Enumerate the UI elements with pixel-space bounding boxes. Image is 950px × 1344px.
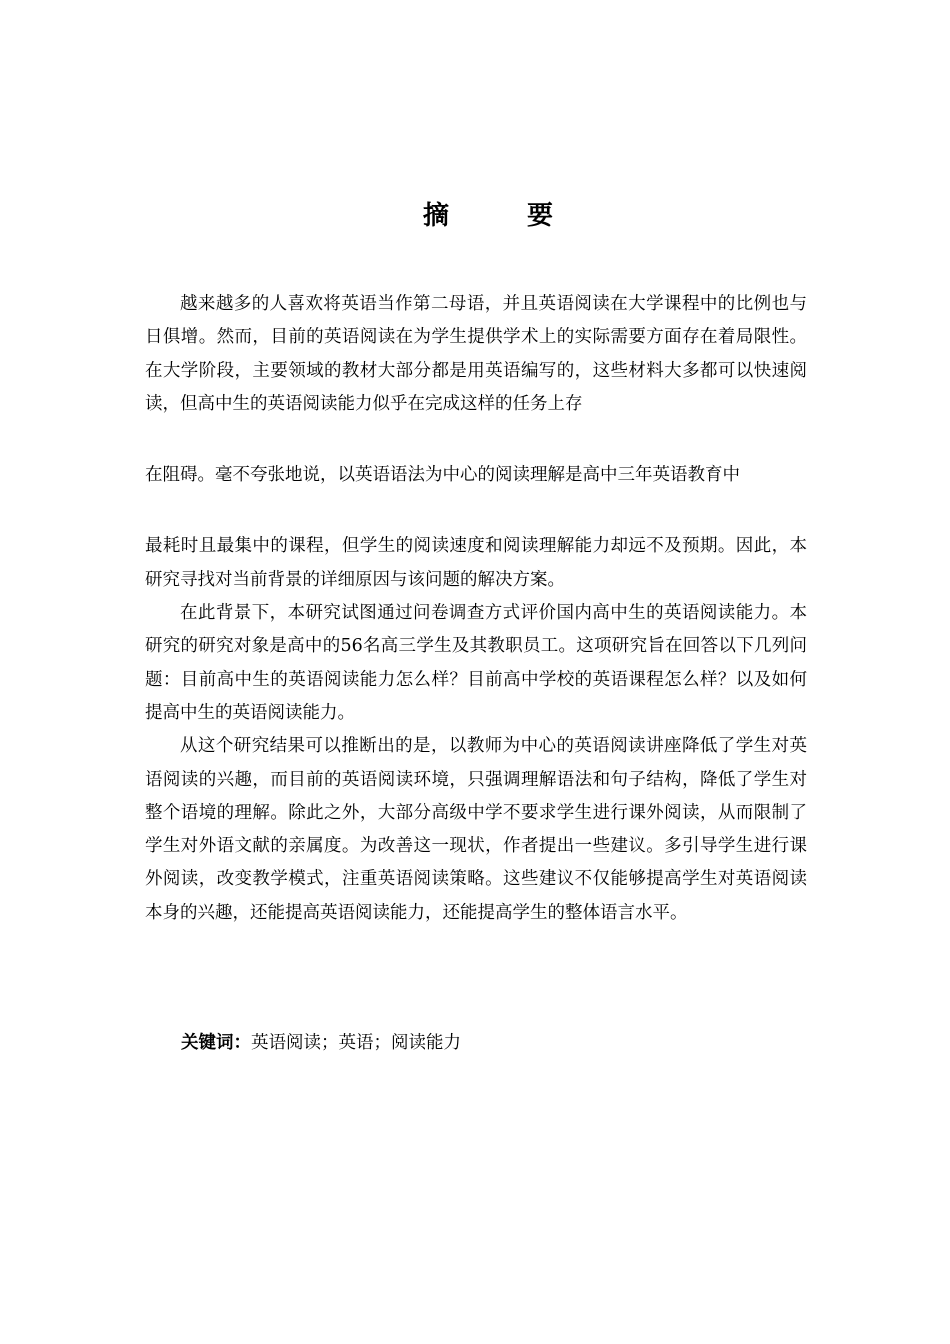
abstract-body <box>145 288 807 930</box>
line-gap <box>145 492 807 530</box>
abstract-paragraph-1 <box>145 288 807 597</box>
line-gap <box>145 421 807 459</box>
keywords-label: 关键词： <box>181 1033 251 1053</box>
abstract-title: 摘 要 <box>422 201 579 231</box>
paragraph-1-text-a: 越来越多的人喜欢将英语当作第二母语，并且英语阅读在大学课程中的比例也与日俱增。然而，目前的英语阅读在为学生提供学术上的实际需要方面存在着局限性。在大学阶段，主要领域的教材大部分都是用英语编写的，这些材料大多都可以快速阅读，但高中生的英语阅读能力似乎在完成这样的任务上存 <box>145 294 807 414</box>
paragraph-1-text-c: 最耗时且最集中的课程，但学生的阅读速度和阅读理解能力却远不及预期。因此，本研究寻找对当前背景的详细原因与该问题的解决方案。 <box>145 536 807 590</box>
keywords-line <box>181 1028 461 1058</box>
abstract-paragraph-2: 在此背景下，本研究试图通过问卷调查方式评价国内高中生的英语阅读能力。本研究的研究对象是高中的56名高三学生及其教职员工。这项研究旨在回答以下几列问题：目前高中生的英语阅读能力怎么样？目前高中学校的英语课程怎么样？以及如何提高中生的英语阅读能力。 <box>145 603 807 723</box>
abstract-paragraph-3: 从这个研究结果可以推断出的是，以教师为中心的英语阅读讲座降低了学生对英语阅读的兴趣，而目前的英语阅读环境，只强调理解语法和句子结构，降低了学生对整个语境的理解。除此之外，大部分高级中学不要求学生进行课外阅读，从而限制了学生对外语文献的亲属度。为改善这一现状，作者提出一些建议。多引导学生进行课外阅读，改变教学模式，注重英语阅读策略。这些建议不仅能够提高学生对英语阅读本身的兴趣，还能提高英语阅读能力，还能提高学生的整体语言水平。 <box>145 736 807 923</box>
keywords-value: 英语阅读；英语；阅读能力 <box>251 1033 461 1053</box>
paragraph-1-text-b: 在阻碍。毫不夸张地说，以英语语法为中心的阅读理解是高中三年英语教育中 <box>145 465 740 486</box>
